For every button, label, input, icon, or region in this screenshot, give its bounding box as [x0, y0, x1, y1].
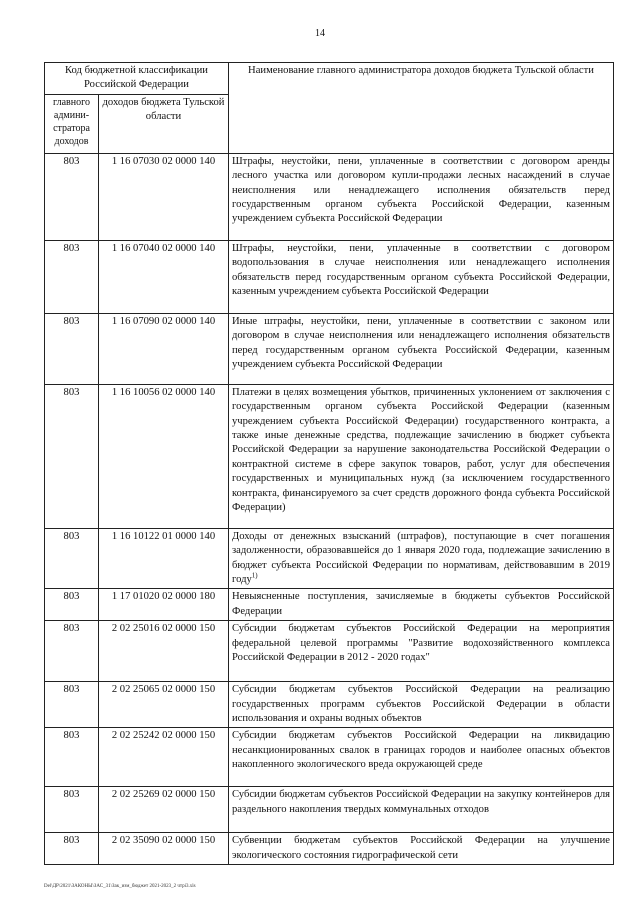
table-row — [45, 728, 614, 787]
admin-code-cell: 803 — [45, 313, 99, 384]
budget-classification-table — [44, 62, 614, 865]
admin-code-cell: 803 — [45, 384, 99, 528]
header-admin-column: главного админи-стратора доходов — [45, 94, 99, 153]
description-cell — [229, 528, 614, 589]
table-row — [45, 787, 614, 833]
table-row — [45, 682, 614, 728]
admin-code-cell: 803 — [45, 589, 99, 621]
description-text: Доходы от денежных взысканий (штрафов), поступающие в счет погашения задолженности, образовавшейся до 1 января 2020 года, подлежащие зачислению в бюджет субъекта Российской Федерации по нормативам, действовавшим в 2019 году — [232, 530, 610, 586]
header-code-group: Код бюджетной классификации Российской Федерации — [45, 63, 229, 95]
table-row — [45, 621, 614, 682]
budget-code-cell: 2 02 25016 02 0000 150 — [99, 621, 229, 682]
admin-code-cell: 803 — [45, 528, 99, 589]
budget-code-cell: 1 16 07090 02 0000 140 — [99, 313, 229, 384]
budget-code-cell: 2 02 25065 02 0000 150 — [99, 682, 229, 728]
budget-code-cell: 2 02 25269 02 0000 150 — [99, 787, 229, 833]
budget-code-cell: 2 02 35090 02 0000 150 — [99, 833, 229, 865]
admin-code-cell: 803 — [45, 833, 99, 865]
admin-code-cell: 803 — [45, 787, 99, 833]
footnote-marker: 1) — [251, 571, 258, 580]
description-cell: Субсидии бюджетам субъектов Российской Федерации на реализацию государственных программ субъектов Российской Федерации в области использования и охраны водных объектов — [229, 682, 614, 728]
description-cell: Штрафы, неустойки, пени, уплаченные в соответствии с договором аренды лесного участка или договором купли-продажи лесных насаждений в случае неисполнения или ненадлежащего исполнения обязательств перед государственным органом субъекта Российской Федерации, казенным учреждением субъекта Российской Федерации — [229, 153, 614, 240]
budget-code-cell: 1 16 07030 02 0000 140 — [99, 153, 229, 240]
table-row — [45, 240, 614, 313]
budget-code-cell: 1 17 01020 02 0000 180 — [99, 589, 229, 621]
admin-code-cell: 803 — [45, 682, 99, 728]
table-row — [45, 313, 614, 384]
table-row — [45, 589, 614, 621]
description-cell: Субвенции бюджетам субъектов Российской Федерации на улучшение экологического состояния гидрографической сети — [229, 833, 614, 865]
table-row — [45, 384, 614, 528]
footer-file-path: Del\ДР\2021\ЗАКОНЫ\ЗАС_31\Зак_изм_бюджет 2021-2023_2 чтрі3.xls — [44, 884, 196, 889]
description-cell: Штрафы, неустойки, пени, уплаченные в соответствии с договором водопользования в случае неисполнения или ненадлежащего исполнения обязательств перед государственным органом субъекта Российской Федерации, казенным учреждением субъекта Российской Федерации — [229, 240, 614, 313]
page-number: 14 — [315, 28, 325, 39]
budget-code-cell: 2 02 25242 02 0000 150 — [99, 728, 229, 787]
description-cell: Субсидии бюджетам субъектов Российской Федерации на мероприятия федеральной целевой программы "Развитие водохозяйственного комплекса Российской Федерации в 2012 - 2020 годах" — [229, 621, 614, 682]
budget-code-cell: 1 16 10122 01 0000 140 — [99, 528, 229, 589]
admin-code-cell: 803 — [45, 728, 99, 787]
admin-code-cell: 803 — [45, 240, 99, 313]
description-cell: Иные штрафы, неустойки, пени, уплаченные в соответствии с законом или договором в случае неисполнения или ненадлежащего исполнения обязательств перед государственным органом субъекта Российской Федерации, казенным учреждением субъекта Российской Федерации — [229, 313, 614, 384]
description-cell: Платежи в целях возмещения убытков, причиненных уклонением от заключения с государственным органом субъекта Российской Федерации (казенным учреждением субъекта Российской Федерации) государственного контракта, а также иные денежные средства, подлежащие зачислению в бюджет субъекта Российской Федерации за нарушение законодательства Российской Федерации о контрактной системе в сфере закупок товаров, работ, услуг для обеспечения государственных и муниципальных нужд (за исключением государственного контракта, финансируемого за счет средств дорожного фонда субъекта Российской Федерации) — [229, 384, 614, 528]
budget-code-cell: 1 16 07040 02 0000 140 — [99, 240, 229, 313]
table-row — [45, 833, 614, 865]
table-row — [45, 153, 614, 240]
budget-code-cell: 1 16 10056 02 0000 140 — [99, 384, 229, 528]
table-header-row — [45, 63, 614, 95]
header-name-column: Наименование главного администратора доходов бюджета Тульской области — [229, 63, 614, 154]
table-row — [45, 528, 614, 589]
description-cell: Субсидии бюджетам субъектов Российской Федерации на закупку контейнеров для раздельного накопления твердых коммунальных отходов — [229, 787, 614, 833]
description-cell: Невыясненные поступления, зачисляемые в бюджеты субъектов Российской Федерации — [229, 589, 614, 621]
header-income-column: доходов бюджета Тульской области — [99, 94, 229, 153]
admin-code-cell: 803 — [45, 621, 99, 682]
admin-code-cell: 803 — [45, 153, 99, 240]
description-cell: Субсидии бюджетам субъектов Российской Федерации на ликвидацию несанкционированных свалок в границах городов и наиболее опасных объектов накопленного экологического вреда окружающей среде — [229, 728, 614, 787]
